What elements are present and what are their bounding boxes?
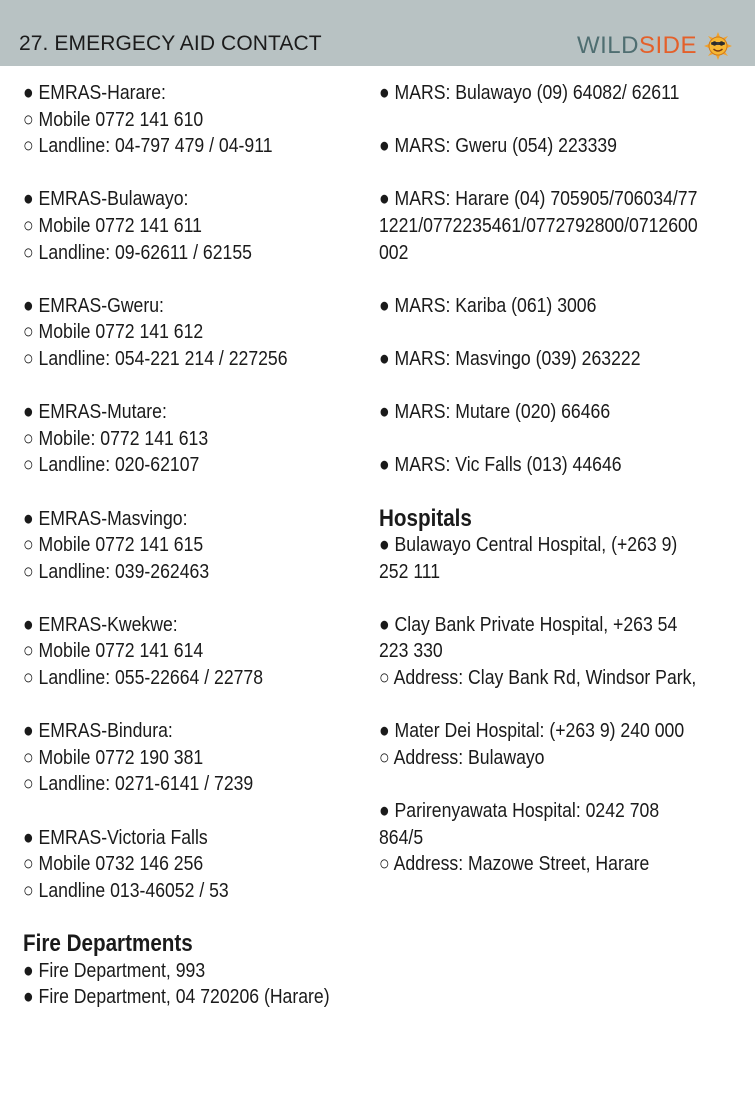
emras-entry: [23, 506, 350, 586]
emras-region-name: ● EMRAS-Mutare:: [23, 400, 167, 424]
mars-entry: [379, 186, 740, 266]
hospital-address: ○ Address: Bulawayo: [379, 745, 545, 769]
mars-entry: [379, 133, 740, 160]
hospital-address: ○ Address: Mazowe Street, Harare: [379, 852, 650, 876]
hospital-entry: [379, 718, 740, 771]
hospital-entry: [379, 798, 740, 878]
emras-entry: [23, 825, 350, 905]
emras-contact-line: ○ Mobile 0772 141 612: [23, 320, 204, 344]
right-column: [379, 80, 740, 904]
wildside-logo: [577, 31, 733, 61]
mars-entry: [379, 399, 740, 426]
mars-entry: [379, 293, 740, 320]
emras-region-name: ● EMRAS-Harare:: [23, 81, 166, 104]
mars-contact-line: ● MARS: Kariba (061) 3006: [379, 293, 597, 317]
emras-region-name: ● EMRAS-Victoria Falls: [23, 825, 208, 849]
emras-contact-line: ○ Mobile 0772 190 381: [23, 745, 204, 769]
emras-region-name: ● EMRAS-Bulawayo:: [23, 187, 189, 211]
page-header: [0, 0, 755, 66]
emras-contact-line: ○ Mobile 0772 141 611: [23, 213, 202, 237]
hospital-name: ● Parirenyawata Hospital: 0242 708: [379, 799, 660, 823]
emras-contact-line: ○ Landline: 04-797 479 / 04-911: [23, 134, 273, 158]
hospital-entry: [379, 532, 740, 585]
hospitals-heading: Hospitals: [379, 504, 472, 532]
emras-region-name: ● EMRAS-Bindura:: [23, 719, 173, 743]
hospital-name: ● Mater Dei Hospital: (+263 9) 240 000: [379, 719, 685, 743]
mars-entry: [379, 80, 740, 107]
mars-contacts-list: [379, 80, 740, 479]
emras-contacts-list: [23, 80, 350, 904]
emras-contact-line: ○ Landline: 039-262463: [23, 559, 210, 583]
mars-entry: [379, 346, 740, 373]
left-column: [23, 80, 350, 1011]
mars-contact-line: ● MARS: Bulawayo (09) 64082/ 62611: [379, 81, 680, 104]
emras-contact-line: ○ Landline: 054-221 214 / 227256: [23, 346, 288, 370]
hospitals-list: [379, 532, 740, 878]
mars-contact-line: ● MARS: Mutare (020) 66466: [379, 400, 611, 424]
emras-entry: [23, 293, 350, 373]
fire-department-item: ● Fire Department, 993: [23, 958, 206, 982]
fire-departments-heading: Fire Departments: [23, 930, 193, 957]
hospital-phone-continued: 864/5: [379, 825, 424, 849]
logo-text-side: SIDE: [638, 32, 697, 59]
emras-region-name: ● EMRAS-Masvingo:: [23, 506, 188, 530]
emras-entry: [23, 80, 350, 160]
emras-contact-line: ○ Landline: 0271-6141 / 7239: [23, 772, 254, 796]
mars-contact-line: ● MARS: Harare (04) 705905/706034/771221/0772235461/0772792800/0712600002: [379, 187, 698, 264]
mars-entry: [379, 452, 740, 479]
emras-contact-line: ○ Mobile: 0772 141 613: [23, 426, 209, 450]
emras-contact-line: ○ Landline: 055-22664 / 22778: [23, 666, 264, 690]
mars-contact-line: ● MARS: Masvingo (039) 263222: [379, 346, 641, 370]
emras-contact-line: ○ Mobile 0732 146 256: [23, 852, 204, 876]
hospital-name: ● Bulawayo Central Hospital, (+263 9): [379, 533, 678, 557]
hospital-name: ● Clay Bank Private Hospital, +263 54: [379, 612, 678, 636]
hospital-address: ○ Address: Clay Bank Rd, Windsor Park,: [379, 666, 697, 690]
page-title: 27. EMERGECY AID CONTACT: [19, 32, 322, 55]
emras-region-name: ● EMRAS-Gweru:: [23, 293, 164, 317]
logo-text-wild: WILD: [576, 32, 639, 59]
fire-department-item: ● Fire Department, 04 720206 (Harare): [23, 985, 330, 1009]
emras-entry: [23, 612, 350, 692]
hospital-phone-continued: 223 330: [379, 639, 443, 663]
hospital-entry: [379, 612, 740, 692]
emras-contact-line: ○ Landline 013-46052 / 53: [23, 878, 229, 902]
emras-contact-line: ○ Mobile 0772 141 615: [23, 533, 204, 557]
sun-face-icon: [703, 31, 733, 61]
emras-contact-line: ○ Mobile 0772 141 610: [23, 107, 204, 131]
emras-entry: [23, 399, 350, 479]
emras-region-name: ● EMRAS-Kwekwe:: [23, 612, 178, 636]
emras-entry: [23, 186, 350, 266]
hospital-phone-continued: 252 111: [379, 559, 441, 583]
emras-entry: [23, 718, 350, 798]
emras-contact-line: ○ Landline: 09-62611 / 62155: [23, 240, 252, 264]
emras-contact-line: ○ Landline: 020-62107: [23, 453, 200, 477]
mars-contact-line: ● MARS: Gweru (054) 223339: [379, 134, 617, 158]
fire-departments-list: [23, 958, 350, 1011]
mars-contact-line: ● MARS: Vic Falls (013) 44646: [379, 453, 622, 477]
emras-contact-line: ○ Mobile 0772 141 614: [23, 639, 204, 663]
